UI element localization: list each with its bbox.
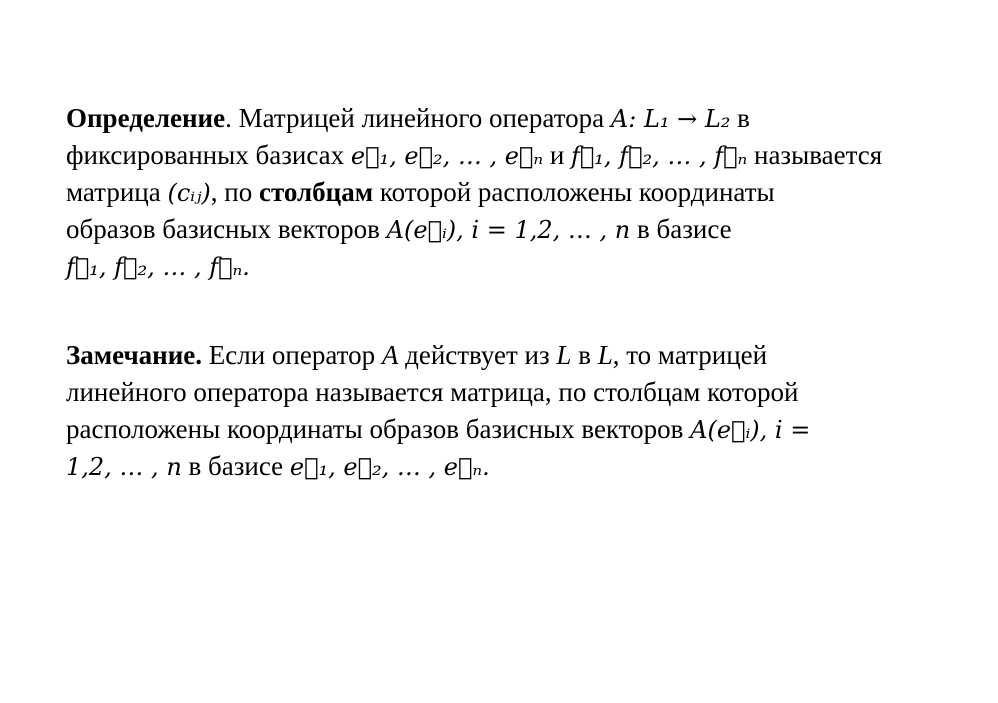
basis-e-formula: e⃗₁, e⃗₂, … , e⃗ₙ. <box>289 453 490 481</box>
definition-text: называется <box>747 140 883 170</box>
remark-text: линейного оператора называется матрица, по столбцам которой <box>66 377 799 407</box>
emphasis-word: столбцам <box>259 177 374 207</box>
remark-text: Если оператор <box>202 340 382 370</box>
definition-line-5 <box>66 248 946 285</box>
remark-paragraph <box>66 337 946 485</box>
definition-line-4 <box>66 211 946 248</box>
definition-text: фиксированных базисах <box>66 140 351 170</box>
definition-text: и <box>543 140 572 170</box>
definition-text: которой расположены координаты <box>373 177 775 207</box>
definition-line-3 <box>66 174 946 211</box>
image-formula: A(e⃗ᵢ), i = 1,2, … , n <box>386 216 631 244</box>
definition-heading: Определение <box>66 103 226 133</box>
remark-line-4 <box>66 448 946 485</box>
matrix-formula: (cᵢⱼ) <box>167 179 211 207</box>
basis-f-formula: f⃗₁, f⃗₂, … , f⃗ₙ <box>571 142 748 170</box>
definition-line-1 <box>66 100 946 137</box>
operator-variable: A <box>381 340 399 370</box>
definition-text: в базисе <box>630 214 732 244</box>
definition-paragraph <box>66 100 946 285</box>
remark-text: расположены координаты образов базисных векторов <box>66 414 691 444</box>
remark-line-1 <box>66 337 946 374</box>
definition-text: в <box>730 103 750 133</box>
space-variable: L <box>556 340 572 370</box>
definition-text: образов базисных векторов <box>66 214 387 244</box>
operator-formula: A: L₁ → L₂ <box>610 105 731 133</box>
basis-e-formula: e⃗₁, e⃗₂, … , e⃗ₙ <box>350 142 544 170</box>
remark-line-3 <box>66 411 946 448</box>
definition-text: , по <box>210 177 259 207</box>
remark-text: в <box>571 340 598 370</box>
index-formula: 1,2, … , n <box>66 453 182 481</box>
definition-line-2 <box>66 137 946 174</box>
remark-text: , то матрицей <box>612 340 768 370</box>
definition-text: . Матрицей линейного оператора <box>225 103 611 133</box>
space-variable: L <box>597 340 613 370</box>
image-formula: A(e⃗ᵢ), i = <box>690 416 811 444</box>
remark-text: в базисе <box>181 451 290 481</box>
remark-heading: Замечание. <box>66 340 203 370</box>
remark-line-2 <box>66 374 946 411</box>
definition-text: матрица <box>66 177 168 207</box>
basis-f-formula: f⃗₁, f⃗₂, … , f⃗ₙ. <box>66 253 250 281</box>
remark-text: действует из <box>398 340 557 370</box>
